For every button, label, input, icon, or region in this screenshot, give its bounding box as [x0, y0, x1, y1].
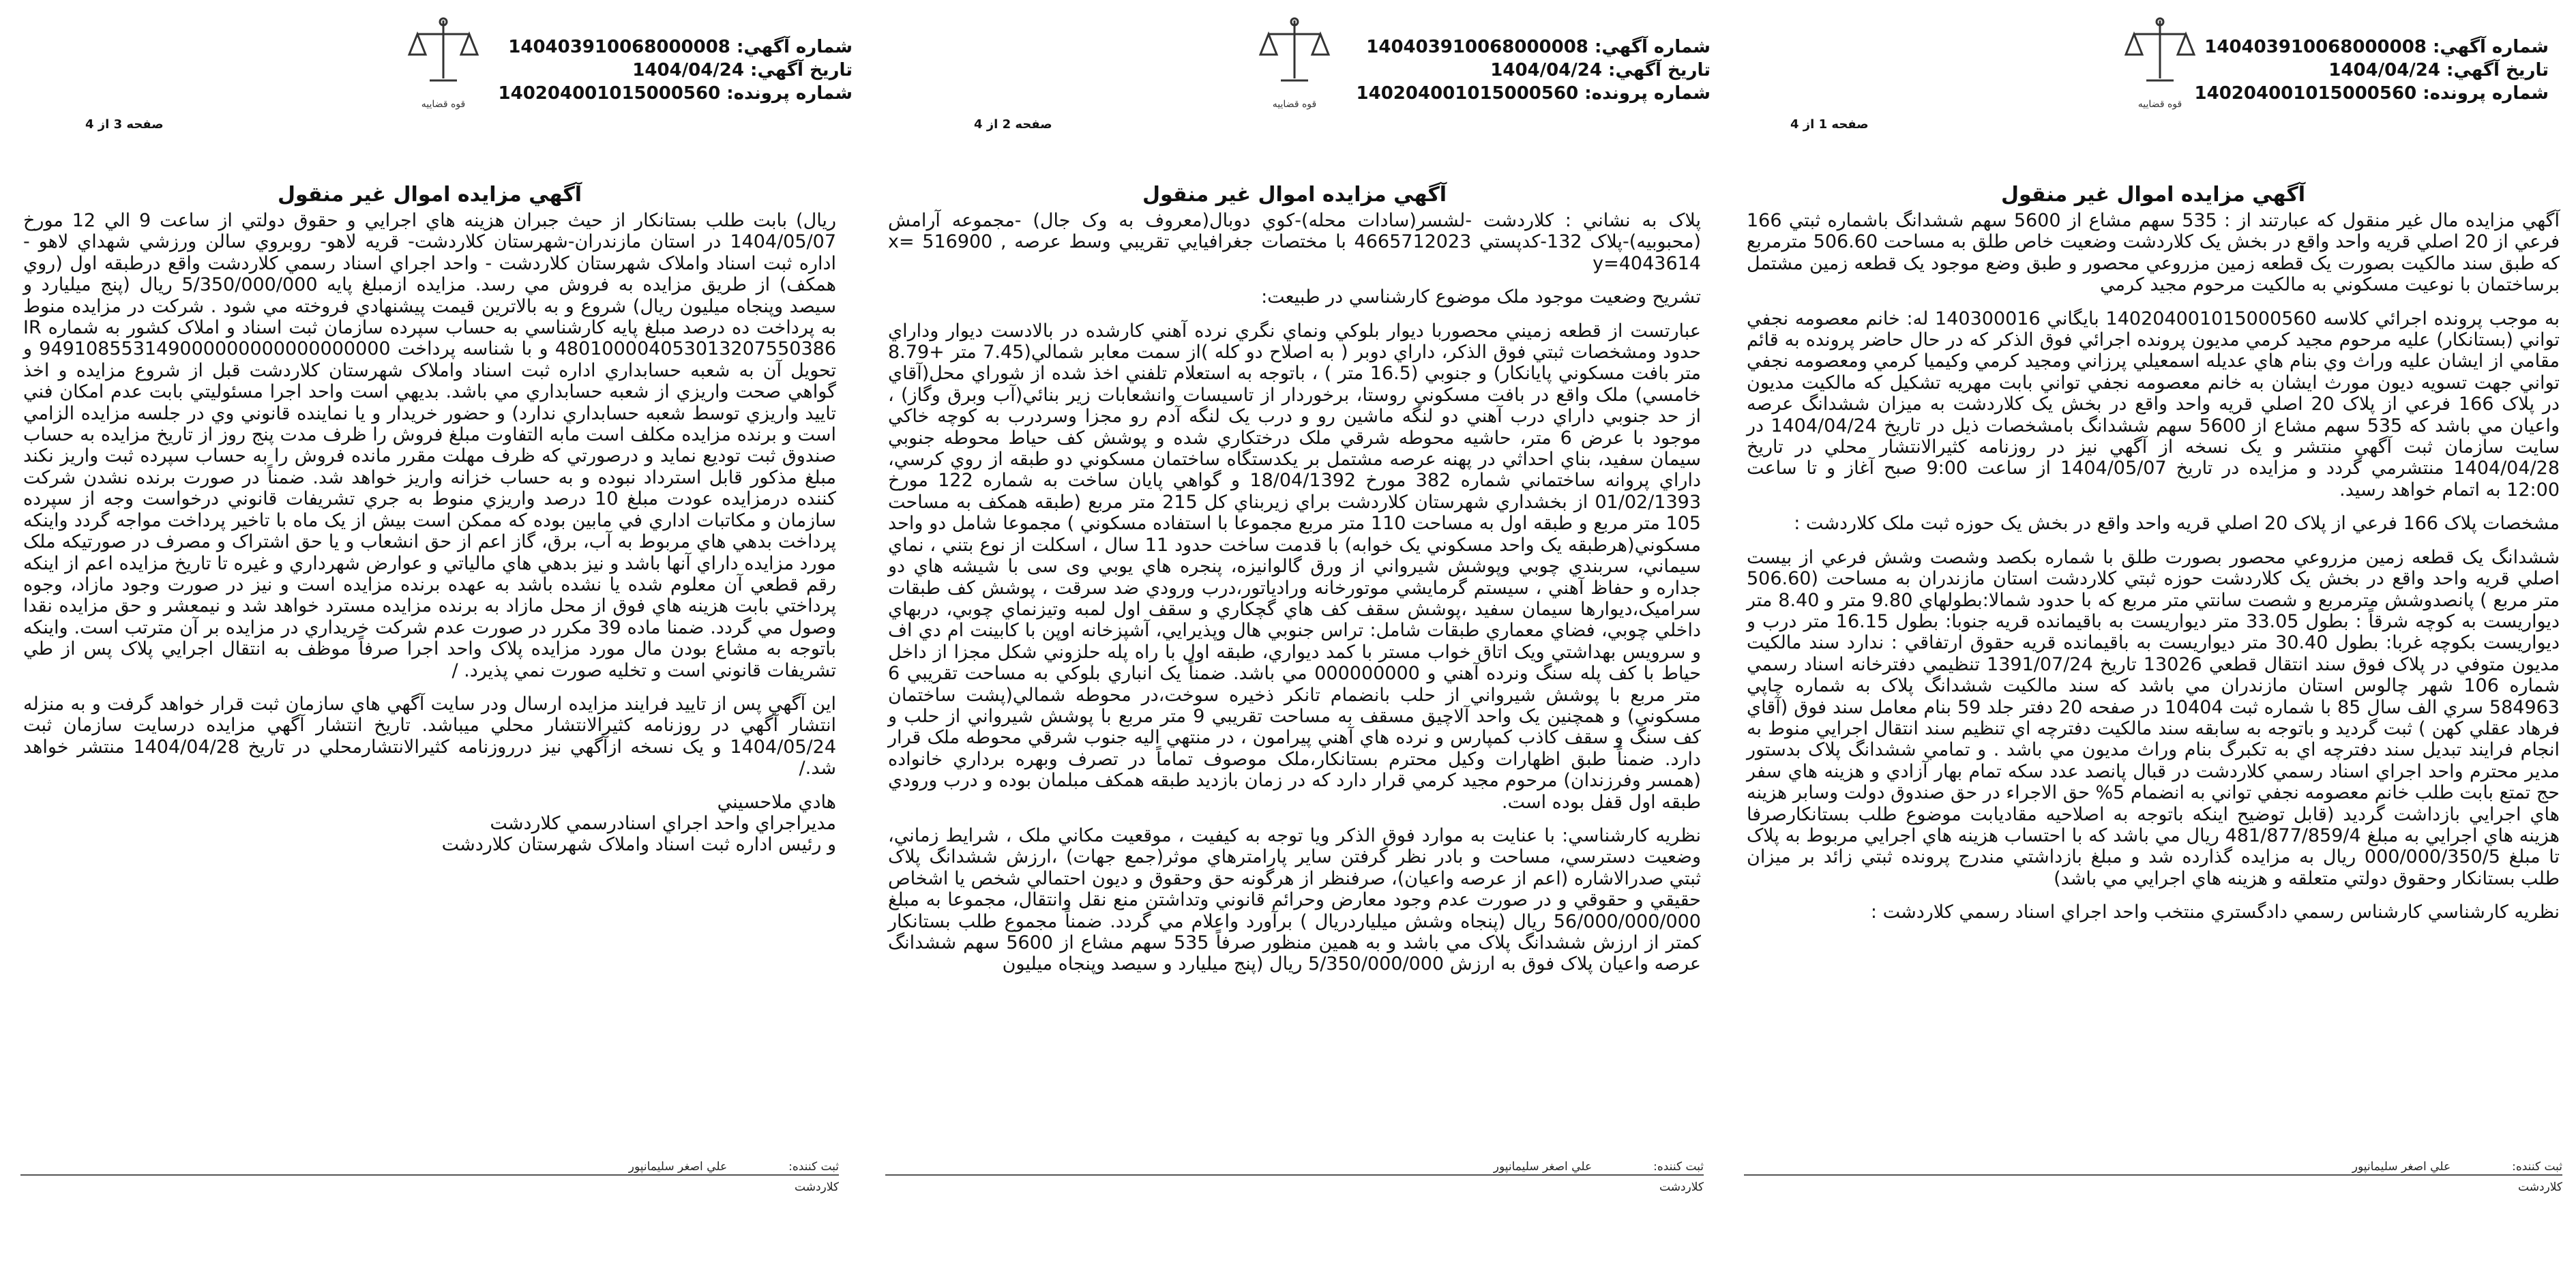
judiciary-emblem: [2105, 14, 2215, 116]
certifier-name: علي اصغر سليمانپور: [628, 1160, 728, 1174]
file-number-label: شماره پرونده:: [1584, 83, 1711, 104]
page-number: صفحه 3 از 4: [85, 117, 164, 132]
paragraph: به موجب پرونده اجرائي كلاسه 140204001015000560 بايگاني 140300016 له: خانم معصومه نجفي تواني (بستانكار) عليه مرحوم مجيد كرمي مديون پرونده اجرائي فوق الذكر كه در حال حاضر پرونده به قائم مقامي از ايشان عليه وراث وي بنام هاي عديله اسمعيلي پرزاني ومجيد كرمي وكيميا كرمي ومعصومه نجفي تواني جهت تسويه ديون مورث ايشان به خانم معصومه نجفي تواني بابت مهريه تشکيل که مالکيت مديون در پلاک 166 فرعي از پلاک 20 اصلي قريه واحد واقع در بخش يک کلاردشت به ميزان ششدانگ عرصه واعيان مي باشد که 535 سهم مشاع از 5600 سهم ششدانگ بامشخصات ذيل در تاريخ 1404/04/24 در سايت سازمان ثبت آگهي منتشر و يک نسخه از آگهي نيز در روزنامه كثيرالانتشار محلي در تاريخ 1404/04/28 منتشرمي گردد و مزايده در تاريخ 1404/05/07 از ساعت 9:00 صبح آغاز و تا ساعت 12:00 به اتمام خواهد رسيد.: [1747, 308, 2560, 501]
divider: [885, 1174, 1704, 1176]
ad-meta: [499, 35, 853, 105]
footer-location: كلاردشت: [1659, 1180, 1704, 1194]
ad-number-label: شماره آگهي:: [1594, 37, 1711, 57]
paragraph: تشريح وضعيت موجود ملک موضوع کارشناسي در طبيعت:: [1261, 286, 1701, 308]
ad-number: 140403910068000008: [2204, 37, 2427, 57]
page-title: آگهي مزايده اموال غير منقول: [1142, 183, 1447, 207]
certifier-label: ثبت کننده:: [788, 1160, 839, 1174]
paragraph: ريال) بابت طلب بستانکار از حيث جبران هزينه هاي اجرايي و حقوق دولتي از ساعت 9 الي 12 مورخ 1404/05/07 در استان مازندران-شهرستان کلاردشت- قريه لاهو- روبروي سالن ورزشي شهداي لاهو - اداره ثبت اسناد واملاک شهرستان کلاردشت - واحد اجراي اسناد رسمي کلاردشت واقع درطبقه اول (روي همکف) از طريق مزايده به فروش مي رسد. مزايده ازمبلغ پايه 5/350/000/000 ريال (پنج ميليارد و سيصد وپنجاه ميليون ريال) شروع و به بالاترين قيمت پيشنهادي فروخته مي شود . شرکت در مزايده منوط به پرداخت ده درصد مبلغ پايه کارشناسي به حساب سپرده سازمان ثبت اسناد و املاک کشور به شماره IR 480100004053013207550386 و با شناسه پرداخت 949108553149000000000000000000 و تحويل آن به شعبه حسابداري اداره ثبت اسناد واملاک شهرستان کلاردشت قبل از شروع مزايده و اخذ گواهي صحت واريزي از شعبه حسابداري مي باشد. بديهي است واحد اجرا مسئوليتي بابت عدم امکان فني تاييد واريزي توسط شعبه حسابداري ندارد) و حضور خريدار و يا نماينده قانوني وي در جلسه مزايده الزامي است و برنده مزايده مکلف است مابه التفاوت مبلغ فروش را ظرف مدت پنج روز از تاريخ مزايده به حساب صندوق ثبت توديع نمايد و درصورتي که ظرف مهلت مقرر مانده فروش را به حساب سپرده ثبت واريز نکند مبلغ مذکور قابل استرداد نبوده و به حساب خزانه واريز خواهد شد. ضمناً در صورت برنده نشدن شرکت کننده درمزايده عودت مبلغ 10 درصد واريزي منوط به جري تشريفات قانوني درخواست وجه از سپرده سازمان و مکاتبات اداري في مابين بوده که ممکن است بيش از يک ماه با تاخير پرداخت مواجه گردد واينکه پرداخت بدهي هاي مربوط به آب، برق، گاز اعم از حق انشعاب و يا حق اشتراک و مصرف در صورتيکه ملک مورد مزايده داراي آنها باشد و نيز بدهي هاي مالياتي و عوارض شهرداري و غيره تا تاريخ مزايده اعم از اينکه رقم قطعي آن معلوم شده يا نشده باشد به عهده برنده مزايده است و نيز در صورت وجود مازاد، وجوه پرداختي بابت هزينه هاي فوق از محل مازاد به برنده مزايده مسترد خواهد شد و نيمعشر و حق مزايده نقدا وصول مي گردد. ضمنا ماده 39 مکرر در صورت عدم شرکت خريداري در مزايده بر آن مترتب است. واينکه باتوجه به مشاع بودن مال مورد مزايده پلاک واحد اجرا صرفاً موظف به انتقال اجرايي پلاک پس از طي تشريفات قانوني است و تخليه صورت نمي پذيرد. /: [23, 210, 836, 681]
scales-icon: [402, 14, 484, 95]
page-body: [888, 210, 1701, 987]
page-number: صفحه 2 از 4: [974, 117, 1052, 132]
paragraph: اين آگهي پس از تاييد فرايند مزايده ارسال ودر سايت آگهي هاي سازمان ثبت قرار خواهد گرفت و به منزله انتشار آگهي در روزنامه كثيرالانتشار محلي ميباشد. تاريخ انتشار آگهي مزايده درسايت سازمان ثبت 1404/05/24 و يک نسخه ازآگهي نيز درروزنامه كثيرالانتشارمحلي در تاريخ 1404/04/28 منتشر خواهد شد./: [23, 693, 837, 779]
page-body: [1747, 210, 2560, 936]
ad-meta: [2195, 35, 2549, 105]
paragraph: عبارتست از قطعه زميني محصوربا ديوار بلوکي ونماي نگري نرده آهني کارشده در بالادست ديوار وداراي حدود ومشخصات ثبتي فوق الذکر، داراي دوبر ( به اصلاح دو کله )از سمت معابر شمالي(7.45 متر +8.79 متر بافت مسکوني پايانکار) و جنوبي (16.5 متر ) ، باتوجه به استعلام تلفني اخذ شده از شوراي محل(آقاي خامسي) ملک واقع در بافت مسکوني روستا، برخوردار از تاسيسات وانشعابات زير بنائي(آب وبرق وگاز) ، از حد جنوبي داراي درب آهني دو لنگه ماشين رو و درب يک لنگه آدم رو مجزا وسردرب به کوچه خاکي موجود با عرض 6 متر، حاشيه محوطه شرقي ملک درختکاري شده و پوشش کف حياط محوطه جنوبي سيمان سفيد، بناي احداثي در پهنه عرصه مشتمل بر يکدستگاه ساختمان مسکوني دو طبقه از روي کرسي، داراي پروانه ساختماني شماره 382 مورخ 18/04/1392 و گواهي پايان ساخت به شماره 122 مورخ 01/02/1393 از بخشداري شهرستان کلاردشت براي زيربناي کل 215 متر مربع (طبقه همکف به مساحت 105 متر مربع و طبقه اول به مساحت 110 متر مربع مجموعا با استفاده مسکوني ) مجموعا شامل دو واحد مسکوني(هرطبقه يک واحد مسکوني يک خوابه) با قدمت ساخت حدود 11 سال ، اسکلت از نوع بتني ، نماي سيماني، سربندي چوبي وپوشش شيرواني از ورق گالوانيزه، پنجره هاي يوبي وی سی با شيشه هاي دو جداره و حفاظ آهني ، سيستم گرمايشي موتورخانه ورادياتور،درب ورودي ضد سرقت ، پوشش کف طبقات سراميک،ديوارها سيمان سفيد ،پوشش سقف کف هاي گچکاري و سقف اول لمبه وتيزنماي چوبي، دربهاي داخلي چوبي، فضاي معماري طبقات شامل: تراس جنوبي هال وپذيرايي، آشپزخانه اوپن با کابينت ام دي اف و سرويس بهداشتي ويک اتاق خواب مستر با کمد ديواري، طبقه اول با راه پله حلزوني شکل مجزا از داخل حياط با کف پله سنگ ونرده آهني و 000000000 مي باشد. ضمناً يک انباري بلوکي به مساحت تقريبي 6 متر مربع با پوشش شيرواني از حلب بانضمام تانکر ذخيره سوخت،در محوطه شمالي(پشت ساختمان مسکوني) و همچنين يک واحد آلاچيق مسقف به مساحت تقريبي 9 متر مربع با پوشش شيرواني از حلب و کف سنگ و سقف کاذب کمپارس و نرده هاي آهني پيرامون ، در منتهي اليه جنوب شرقي محوطه ملک قرار دارد. ضمناً طبق اظهارات وکيل محترم بستانکار،ملک موصوف تماماً در تصرف وبهره برداري خانواده (همسر وفرزندان) مرحوم مجيد کرمي قرار دارد که در زمان بازديد طبقه همکف مبلمان بوده و درب ورودي طبقه اول قفل بوده است.: [888, 320, 1702, 813]
ad-number-label: شماره آگهي:: [2432, 37, 2549, 57]
ad-date-label: تاريخ آگهي:: [1608, 60, 1711, 80]
page-title: آگهي مزايده اموال غير منقول: [2000, 183, 2306, 207]
certifier-label: ثبت کننده:: [2512, 1160, 2562, 1174]
file-number-label: شماره پرونده:: [2423, 83, 2549, 104]
page-2: [872, 0, 1717, 1280]
paragraph: مشخصات پلاک 166 فرعي از پلاک 20 اصلي قريه واحد واقع در بخش يک حوزه ثبت ملک کلاردشت :: [1794, 513, 2560, 535]
page-footer: [20, 1159, 839, 1195]
paragraph: نظريه کارشناسي کارشناس رسمي دادگستري منتخب واحد اجراي اسناد رسمي کلاردشت :: [1870, 902, 2560, 923]
ad-number: 140403910068000008: [508, 37, 730, 57]
certifier-name: علي اصغر سليمانپور: [1493, 1160, 1593, 1174]
ad-number-label: شماره آگهي:: [736, 37, 853, 57]
emblem-top-text: قوه قضاییه: [2137, 99, 2182, 110]
file-number-label: شماره پرونده:: [726, 83, 853, 104]
signer-title: مديراجراي واحد اجراي اسنادرسمي كلاردشت: [490, 812, 836, 834]
paragraph: نظريه کارشناسي: با عنايت به موارد فوق الذکر ويا توجه به کيفيت ، موقعيت مکاني ملک ، شرايط زماني، وضعيت دسترسي، مساحت و بادر نظر گرفتن ساير پارامترهاي موثر(جمع جهات) ،ارزش ششدانگ پلاک ثبتي صدرالاشاره (اعم از عرصه واعيان)، صرفنظر از هرگونه حق وحقوق و ديون احتمالي شخص يا اشخاص حقيقي و حقوقي و در صورت عدم وجود معارض وحرائم قانوني وتداشتن منع نقل وانتقال، مجموعا به مبلغ 56/000/000/000 ريال (پنجاه وشش ميلياردريال ) برآورد واعلام مي گردد. ضمناً مجموع طلب بستانکار کمتر از ارزش ششدانگ پلاک مي باشد و به همين منظور صرفاً 535 سهم مشاع از 5600 سهم ششدانگ عرصه واعيان پلاک فوق به ارزش 5/350/000/000 ريال (پنج ميليارد و سيصد وپنجاه ميليون: [888, 824, 1701, 975]
certifier-label: ثبت کننده:: [1653, 1160, 1704, 1174]
signer-title-2: و رئيس اداره ثبت اسناد واملاک شهرستان كلاردشت: [441, 834, 836, 856]
divider: [20, 1174, 839, 1176]
signer-name: هادي ملاحسيني: [717, 791, 836, 813]
judiciary-emblem: [1240, 14, 1349, 116]
paragraph: ششدانگ يک قطعه زمين مزروعي محصور بصورت طلق با شماره بکصد وشصت وشش فرعي از بيست اصلي قريه واحد واقع در بخش يک کلاردشت حوزه ثبتي کلاردشت استان مازندران به مساحت (506.60 متر مربع ) پانصدوشش مترمربع و شصت سانتي متر مربع که با حدود شمالا:بطولهاي 9.80 متر و 8.40 متر ديواريست به کوچه شرقاً : بطول 33.05 متر ديواريست به باقيمانده قريه جنوبا: بطول 16.15 متر درب و ديواريست بکوچه غربا: بطول 30.40 متر ديواريست به باقيمانده قريه حقوق ارتفاقي : ندارد سند مالکيت مديون متوفي در پلاک فوق سند انتقال قطعي 13026 تاريخ 1391/07/24 تنظيمي دفترخانه اسناد رسمي شماره 106 شهر چالوس استان مازندران مي باشد که سند مالکيت ششدانگ پلاک به شماره چاپي 584963 سري الف سال 85 با شماره ثبت 10404 در صفحه 20 دفتر جلد 59 بنام معامل سند فوق (آقاي فرهاد عقلي کهن ) ثبت گرديد و باتوجه به سابقه سند مالکيت دفترچه اي تنظيم سند انتقال اجرايي منوط به انجام فرايند تبديل سند دفترچه اي به تکبرگ بنام وراث مديون مي باشد . و تمامي ششدانگ پلاک بدستور مدير محترم واحد اجراي اسناد رسمي کلاردشت در قبال پانصد عدد سکه تمام بهار آزادي و هزينه هاي سفر حج تمتع بابت طلب خانم معصومه نجفي تواني به انضمام 5% حق الاجراء در حق صندوق دولت وسابر هزينه هاي اجرايي بازداشت گرديد (قابل توضيح اينکه باتوجه به اصلاحيه مقاديابت موضوع طلب بستانکارصرفا هزينه هاي اجرايي به مبلغ 481/877/859/4 ريال مي باشد که با احتساب هزينه هاي اجرايي مربوط به پلاک تا مبلغ 000/000/350/5 ريال به مزايده گذارده شد و مبلغ بازداشتي مندرج پرونده ثبتي زائد بر ميزان طلب بستانکار وحقوق دولتي متعلقه و هزينه هاي اجرايي مي باشد): [1747, 546, 2560, 889]
ad-date-label: تاريخ آگهي:: [2446, 60, 2549, 80]
ad-date: 1404/04/24: [1490, 60, 1602, 80]
judiciary-emblem: [389, 14, 498, 116]
page-title: آگهي مزايده اموال غير منقول: [277, 183, 582, 207]
page-footer: [885, 1159, 1704, 1195]
ad-date: 1404/04/24: [632, 60, 744, 80]
paragraph: پلاک به نشاني : کلاردشت -لشسر(سادات محله)-کوي دوبال(معروف به وک جال) -مجموعه آرامش (محبوبيه)-پلاک 132-کدپستي 4665712023 با مختصات جغرافيايي تقريبي وسط عرصه x= 516900 , y=4043614: [888, 210, 1701, 274]
emblem-top-text: قوه قضاییه: [421, 99, 466, 110]
ad-date-label: تاريخ آگهي:: [750, 60, 853, 80]
file-number: 140204001015000560: [498, 83, 721, 104]
ad-date: 1404/04/24: [2328, 60, 2440, 80]
scales-icon: [1254, 14, 1335, 95]
footer-location: كلاردشت: [2518, 1180, 2562, 1194]
emblem-top-text: قوه قضاییه: [1272, 99, 1317, 110]
certifier-name: علي اصغر سليمانپور: [2352, 1160, 2451, 1174]
ad-number: 140403910068000008: [1366, 37, 1588, 57]
page-number: صفحه 1 از 4: [1790, 117, 1869, 132]
paragraph: آگهي مزايده مال غير منقول كه عبارتند از : 535 سهم مشاع از 5600 سهم ششدانگ باشماره ثبتي 166 فرعي از 20 اصلي قريه واحد واقع در بخش يک کلاردشت وضعيت خاص طلق به مساحت 506.60 مترمربع که طبق سند مالکيت بصورت يک قطعه زمين مزروعي محصور و طبق وضع موجود يک قطعه زمين مشتمل برساختمان با نوعيت مسکوني به مالکيت مرحوم مجيد کرمي: [1747, 210, 2560, 296]
footer-location: كلاردشت: [795, 1180, 839, 1194]
divider: [1744, 1174, 2562, 1176]
page-1: [1730, 0, 2576, 1280]
page-footer: [1744, 1159, 2562, 1195]
page-3: [7, 0, 853, 1280]
file-number: 140204001015000560: [1356, 83, 1579, 104]
file-number: 140204001015000560: [2194, 83, 2417, 104]
ad-meta: [1357, 35, 1711, 105]
scales-icon: [2119, 14, 2201, 95]
page-body: [23, 210, 836, 856]
